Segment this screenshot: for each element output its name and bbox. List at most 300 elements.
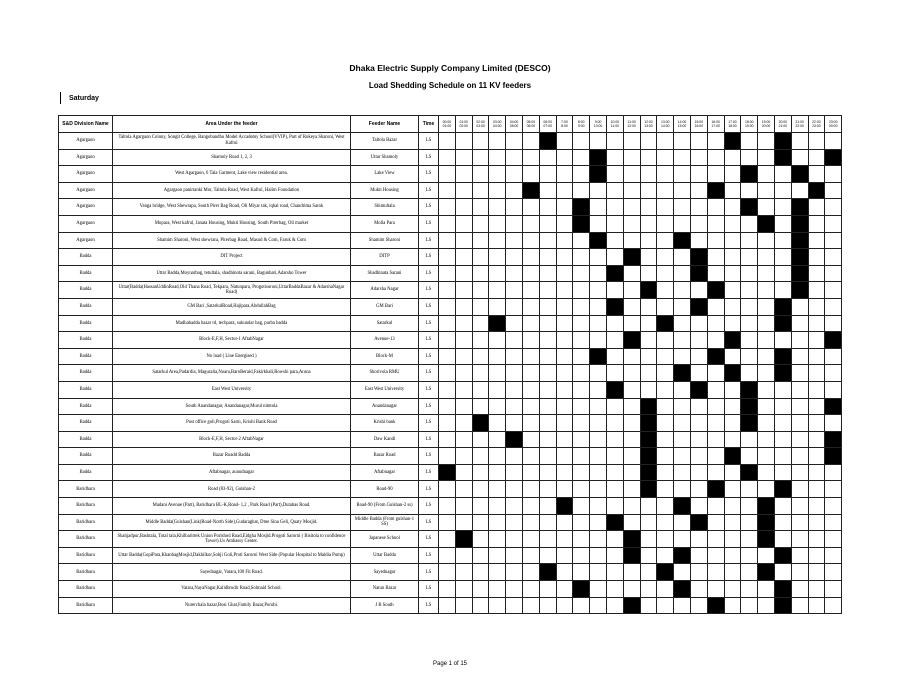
shed-slot: [707, 149, 724, 166]
shed-slot: [539, 199, 556, 216]
shed-slot: [556, 597, 573, 614]
shed-slot: [825, 232, 842, 249]
shed-slot: [758, 464, 775, 481]
shed-slot: [724, 182, 741, 199]
shed-slot: [472, 133, 489, 150]
table-row: [59, 182, 842, 199]
area-cell: Uttar Badda,Moynarbag, tetultala, shadhinota sarani, Bagunbari,Adarsho Tower: [113, 265, 351, 282]
shed-slot: [522, 149, 539, 166]
shed-slot: [606, 365, 623, 382]
shed-slot: [606, 232, 623, 249]
shed-slot: [690, 415, 707, 432]
area-cell: Taltola Agargaon Colony, Songit College, Bangobandhu Model Accademy School(VVIP), Part of Rokeya Sharoni, West Kafrul: [113, 133, 351, 150]
shed-slot: [539, 448, 556, 465]
shed-slot: [573, 315, 590, 332]
shed-slot: [808, 232, 825, 249]
shed-slot: [489, 166, 506, 183]
shed-slot: [825, 464, 842, 481]
feeder-cell: Molla Para: [351, 215, 419, 232]
area-cell: Block-E,F,H, Sector-1 AftabNagar: [113, 332, 351, 349]
shed-slot: [640, 564, 657, 581]
slot-end: 11:00: [610, 124, 619, 128]
shed-slot: [590, 133, 607, 150]
shed-slot: [657, 381, 674, 398]
shed-slot: [707, 448, 724, 465]
feeder-cell: Shadhinata Sarani: [351, 265, 419, 282]
shed-slot: [556, 249, 573, 266]
shed-slot: [741, 498, 758, 515]
shed-slot: [489, 199, 506, 216]
shed-slot: [640, 232, 657, 249]
shed-slot: [455, 398, 472, 415]
shed-slot: [439, 381, 456, 398]
shed-slot: [606, 547, 623, 564]
time-slot-header: [556, 116, 573, 133]
shed-slot: [724, 547, 741, 564]
shed-slot: [707, 564, 724, 581]
shed-slot: [590, 282, 607, 299]
slot-end: 20:00: [761, 124, 771, 128]
shed-slot: [556, 282, 573, 299]
shed-slot: [825, 365, 842, 382]
shed-slot: [707, 232, 724, 249]
shed-slot: [590, 498, 607, 515]
shed-slot: [758, 133, 775, 150]
shed-slot: [506, 581, 523, 598]
shed-slot: [539, 149, 556, 166]
table-row: [59, 348, 842, 365]
time-cell: LS: [419, 315, 439, 332]
shed-slot-active: [590, 232, 607, 249]
shed-slot: [522, 166, 539, 183]
area-cell: Post office goli,Progoti Sarni, Krishi Bank Road: [113, 415, 351, 432]
feeder-cell: Natun Bazar: [351, 581, 419, 598]
shed-slot-active: [606, 381, 623, 398]
shed-slot: [439, 182, 456, 199]
shed-slot: [573, 282, 590, 299]
shed-slot: [573, 531, 590, 548]
feeder-cell: Taltola Bazar: [351, 133, 419, 150]
shed-slot: [825, 481, 842, 498]
table-row: [59, 514, 842, 531]
shed-slot-active: [539, 564, 556, 581]
shed-slot: [489, 464, 506, 481]
shed-slot: [758, 348, 775, 365]
slot-end: 16:00: [694, 124, 704, 128]
shed-slot-active: [774, 581, 791, 598]
shed-slot-active: [506, 431, 523, 448]
table-row: [59, 481, 842, 498]
shed-slot: [707, 215, 724, 232]
shed-slot: [455, 431, 472, 448]
shed-slot: [606, 332, 623, 349]
table-row: [59, 265, 842, 282]
shed-slot: [774, 199, 791, 216]
time-slot-header: [674, 116, 691, 133]
time-cell: LS: [419, 199, 439, 216]
area-cell: West Agargaon, 6 Tala Garment, Lake view residential area.: [113, 166, 351, 183]
shed-slot-active: [791, 199, 808, 216]
time-slot-header: [522, 116, 539, 133]
table-row: [59, 597, 842, 614]
shed-slot: [758, 298, 775, 315]
shed-slot: [606, 315, 623, 332]
shed-slot: [640, 315, 657, 332]
shed-slot: [674, 182, 691, 199]
shed-slot: [724, 481, 741, 498]
shed-slot: [472, 265, 489, 282]
shed-slot: [674, 564, 691, 581]
shed-slot-active: [640, 448, 657, 465]
shed-slot: [774, 531, 791, 548]
slot-end: 19:00: [744, 124, 754, 128]
shed-slot: [724, 415, 741, 432]
shed-slot-active: [774, 315, 791, 332]
shed-slot: [825, 498, 842, 515]
shed-slot: [690, 149, 707, 166]
time-cell: LS: [419, 365, 439, 382]
slot-end: 07:00: [543, 124, 552, 128]
shed-slot: [439, 166, 456, 183]
shed-slot: [741, 298, 758, 315]
shed-slot: [522, 514, 539, 531]
shed-slot: [489, 415, 506, 432]
shed-slot: [741, 597, 758, 614]
time-slot-header: [539, 116, 556, 133]
shed-slot: [674, 531, 691, 548]
shed-slot-active: [623, 332, 640, 349]
shed-slot: [623, 581, 640, 598]
shed-slot: [539, 298, 556, 315]
shed-slot: [741, 133, 758, 150]
feeder-cell: Adarsha Nagar: [351, 282, 419, 299]
shed-slot: [556, 315, 573, 332]
shed-slot: [690, 282, 707, 299]
table-row: [59, 133, 842, 150]
slot-start: 11:00: [627, 119, 636, 124]
table-row: [59, 464, 842, 481]
shed-slot: [606, 249, 623, 266]
shed-slot-active: [623, 531, 640, 548]
area-cell: Uttar(Badda(HassanUddinRoad,Old Thana Road, Tekpara, Natunpara, Progotisoroni,UttarBaddaBazar & AdarshaNagar Road): [113, 282, 351, 299]
shed-slot-active: [707, 182, 724, 199]
shed-slot: [489, 431, 506, 448]
shed-slot-active: [774, 481, 791, 498]
area-cell: Aftabnagar, aunudnagar: [113, 464, 351, 481]
shed-slot: [539, 481, 556, 498]
division-cell: Baridhara: [59, 564, 113, 581]
division-cell: Badda: [59, 298, 113, 315]
shed-slot: [808, 265, 825, 282]
time-cell: LS: [419, 149, 439, 166]
slot-end: 9:00: [577, 124, 585, 128]
shed-slot: [506, 282, 523, 299]
area-cell: Shamim Sharoni, West shewrara, Pirerbag Road, Masud & Com, Faruk & Com: [113, 232, 351, 249]
division-cell: Baridhara: [59, 498, 113, 515]
shed-slot: [590, 182, 607, 199]
shed-slot: [741, 365, 758, 382]
shed-slot: [791, 149, 808, 166]
shed-slot: [506, 332, 523, 349]
slot-start: 18:00: [744, 119, 754, 124]
shed-slot: [472, 298, 489, 315]
shed-slot: [791, 182, 808, 199]
shed-slot: [707, 415, 724, 432]
shed-slot: [472, 215, 489, 232]
shed-slot-active: [791, 232, 808, 249]
slot-end: 06:00: [526, 124, 536, 128]
shed-slot: [439, 365, 456, 382]
shed-slot: [741, 514, 758, 531]
shed-slot: [489, 514, 506, 531]
shed-slot: [791, 365, 808, 382]
shed-slot: [640, 547, 657, 564]
day-marker: [60, 92, 61, 104]
time-cell: LS: [419, 448, 439, 465]
shed-slot: [657, 398, 674, 415]
shed-slot: [623, 265, 640, 282]
shed-slot: [539, 514, 556, 531]
time-slot-header: [489, 116, 506, 133]
shed-slot: [657, 182, 674, 199]
shed-slot: [539, 381, 556, 398]
shed-slot: [791, 498, 808, 515]
shed-slot: [556, 199, 573, 216]
shed-slot: [472, 381, 489, 398]
shed-slot: [623, 133, 640, 150]
shed-slot: [808, 415, 825, 432]
shed-slot: [623, 564, 640, 581]
shed-slot: [640, 597, 657, 614]
shed-slot-active: [640, 464, 657, 481]
shed-slot: [690, 215, 707, 232]
shed-slot-active: [758, 564, 775, 581]
shed-slot: [674, 415, 691, 432]
shed-slot-active: [774, 348, 791, 365]
shed-slot: [724, 514, 741, 531]
shed-slot: [573, 498, 590, 515]
shed-slot: [707, 332, 724, 349]
time-slot-header: [657, 116, 674, 133]
shed-slot-active: [690, 265, 707, 282]
shed-slot-active: [522, 182, 539, 199]
shed-slot: [556, 415, 573, 432]
shed-slot: [606, 182, 623, 199]
shed-slot-active: [791, 166, 808, 183]
slot-end: 15:00: [677, 124, 687, 128]
area-cell: Vatara,NayaNagar,Kalidbrudir Road,Solmaid School.: [113, 581, 351, 598]
division-cell: Badda: [59, 365, 113, 382]
shed-slot-active: [657, 315, 674, 332]
shed-slot: [439, 199, 456, 216]
shed-slot: [489, 282, 506, 299]
division-cell: Badda: [59, 332, 113, 349]
shed-slot: [707, 531, 724, 548]
area-cell: Road (83-92), Gulshan-2: [113, 481, 351, 498]
shed-slot: [573, 149, 590, 166]
shed-slot: [690, 232, 707, 249]
shed-slot: [758, 381, 775, 398]
division-cell: Badda: [59, 265, 113, 282]
shed-slot: [774, 464, 791, 481]
shed-slot: [791, 464, 808, 481]
shed-slot: [556, 133, 573, 150]
shed-slot: [758, 398, 775, 415]
shed-slot: [657, 415, 674, 432]
shed-slot: [623, 199, 640, 216]
shed-slot-active: [573, 199, 590, 216]
shed-slot-active: [640, 415, 657, 432]
shed-slot: [489, 448, 506, 465]
shed-slot: [556, 365, 573, 382]
time-cell: LS: [419, 398, 439, 415]
shed-slot: [741, 332, 758, 349]
shed-slot-active: [825, 398, 842, 415]
shed-slot: [439, 531, 456, 548]
shed-slot: [556, 348, 573, 365]
shed-slot: [640, 381, 657, 398]
shed-slot: [774, 381, 791, 398]
shed-slot: [724, 215, 741, 232]
shed-slot: [455, 315, 472, 332]
shed-slot: [623, 282, 640, 299]
shed-slot: [539, 249, 556, 266]
shed-slot: [606, 531, 623, 548]
division-cell: Baridhara: [59, 531, 113, 548]
shed-slot-active: [690, 381, 707, 398]
shed-slot: [724, 149, 741, 166]
shed-slot: [439, 498, 456, 515]
shed-slot: [690, 581, 707, 598]
shed-slot: [758, 249, 775, 266]
division-cell: Agargaon: [59, 133, 113, 150]
company-title: Dhaka Electric Supply Company Limited (DESCO): [349, 63, 551, 73]
shed-slot: [808, 431, 825, 448]
feeder-cell: Mukti Housing: [351, 182, 419, 199]
shed-slot: [791, 597, 808, 614]
time-cell: LS: [419, 381, 439, 398]
shed-slot: [472, 348, 489, 365]
shed-slot: [623, 398, 640, 415]
shed-slot: [825, 182, 842, 199]
slot-start: 04:00: [509, 119, 519, 124]
shed-slot-active: [606, 298, 623, 315]
shed-slot: [674, 315, 691, 332]
shed-slot: [539, 531, 556, 548]
shed-slot: [758, 265, 775, 282]
table-row: [59, 381, 842, 398]
day-label: Saturday: [69, 95, 99, 102]
shed-slot: [791, 315, 808, 332]
shed-slot: [522, 315, 539, 332]
shed-slot: [573, 133, 590, 150]
time-cell: LS: [419, 348, 439, 365]
shed-slot-active: [640, 431, 657, 448]
slot-end: 23:00: [812, 124, 821, 128]
shed-slot: [606, 282, 623, 299]
division-cell: Baridhara: [59, 581, 113, 598]
shed-slot: [573, 232, 590, 249]
division-cell: Agargaon: [59, 149, 113, 166]
feeder-cell: Japanese School: [351, 531, 419, 548]
shed-slot-active: [674, 365, 691, 382]
shed-slot: [674, 464, 691, 481]
shed-slot-active: [690, 514, 707, 531]
table-row: [59, 282, 842, 299]
shed-slot: [741, 249, 758, 266]
shed-slot: [556, 265, 573, 282]
shed-slot: [707, 514, 724, 531]
shed-slot: [724, 199, 741, 216]
col-division-header: S&D Division Name: [59, 116, 113, 133]
shed-slot: [455, 597, 472, 614]
shed-slot: [455, 133, 472, 150]
shed-slot-active: [674, 498, 691, 515]
shed-slot: [808, 514, 825, 531]
shed-slot: [724, 581, 741, 598]
shed-slot: [758, 415, 775, 432]
shed-slot: [489, 365, 506, 382]
shed-slot: [640, 348, 657, 365]
shed-slot: [808, 249, 825, 266]
shed-slot: [455, 232, 472, 249]
shed-slot: [690, 398, 707, 415]
shed-slot: [455, 581, 472, 598]
shed-slot: [439, 298, 456, 315]
shed-slot: [707, 315, 724, 332]
shed-slot: [825, 265, 842, 282]
time-slot-header: [506, 116, 523, 133]
shed-slot: [455, 215, 472, 232]
division-cell: Agargaon: [59, 215, 113, 232]
shed-slot: [439, 597, 456, 614]
shed-slot: [539, 332, 556, 349]
shed-slot: [506, 381, 523, 398]
shed-slot: [539, 282, 556, 299]
slot-end: 04:00: [493, 124, 502, 128]
shed-slot: [506, 365, 523, 382]
slot-start: 17:00: [728, 119, 737, 124]
slot-start: 05:00: [526, 119, 536, 124]
shed-slot-active: [640, 398, 657, 415]
table-row: [59, 547, 842, 564]
shed-slot: [455, 332, 472, 349]
shed-slot: [791, 398, 808, 415]
shed-slot: [808, 133, 825, 150]
shed-slot: [489, 182, 506, 199]
shed-slot: [539, 182, 556, 199]
shed-slot: [590, 315, 607, 332]
shed-slot-active: [741, 166, 758, 183]
shed-slot: [455, 298, 472, 315]
shed-slot: [791, 531, 808, 548]
shed-slot-active: [556, 498, 573, 515]
slot-start: 16:00: [711, 119, 720, 124]
shed-slot: [455, 514, 472, 531]
shed-slot-active: [808, 182, 825, 199]
slot-start: 15:00: [694, 119, 704, 124]
shed-slot: [472, 464, 489, 481]
shed-slot: [741, 215, 758, 232]
shed-slot-active: [825, 149, 842, 166]
shed-slot: [522, 564, 539, 581]
shed-slot: [506, 514, 523, 531]
shed-slot: [606, 199, 623, 216]
shed-slot: [825, 249, 842, 266]
slot-start: 12:00: [644, 119, 653, 124]
shed-slot: [573, 415, 590, 432]
shed-slot-active: [791, 282, 808, 299]
